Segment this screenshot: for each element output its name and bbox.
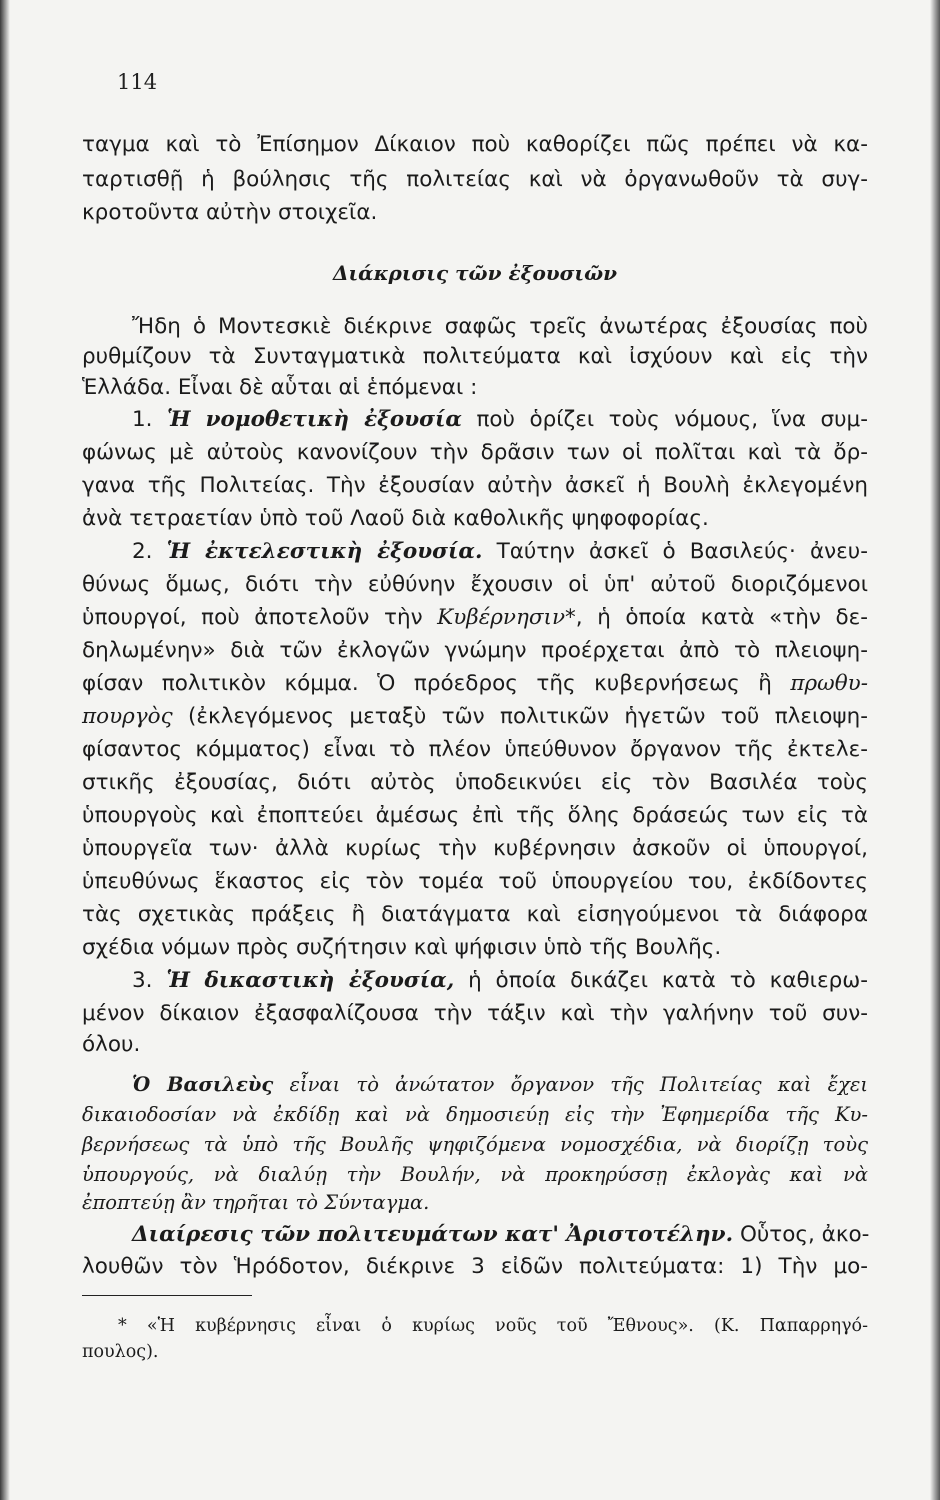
item3-line-1 <box>132 966 868 996</box>
item2-line5-before: φίσαν πολιτικὸν κόμμα. Ὁ πρόεδρος τῆς κυβερνήσεως ἢ <box>82 671 772 696</box>
item1-number: 1. <box>132 407 153 432</box>
section-heading: Διάκρισις τῶν ἐξουσιῶν <box>332 261 618 285</box>
item3-line-2: μένον δίκαιον ἐξασφαλίζουσα τὴν τάξιν καὶ τὴν γαλήνην τοῦ συν- <box>82 1001 868 1026</box>
aristotle-line-1 <box>132 1220 868 1250</box>
footnote-line-2: πουλος). <box>82 1342 159 1362</box>
item1-line-3: γανα τῆς Πολιτείας. Τὴν ἐξουσίαν αὐτὴν ἀσκεῖ ἡ Βουλὴ ἐκλεγομένη <box>82 473 868 498</box>
item2-line-5 <box>82 669 868 699</box>
item2-first-line-rest: Ταύτην ἀσκεῖ ὁ Βασιλεύς· ἀνευ- <box>496 539 869 564</box>
para1-line-1: Ἤδη ὁ Μοντεσκιὲ διέκρινε σαφῶς τρεῖς ἀνωτέρας ἐξουσίας ποὺ <box>132 314 868 339</box>
item1-line-2: φώνως μὲ αὐτοὺς κανονίζουν τὴν δρᾶσιν των οἱ πολῖται καὶ τὰ ὄρ- <box>82 440 868 465</box>
page-number: 114 <box>117 70 158 94</box>
item2-line3-before: ὑπουργοί, ποὺ ἀποτελοῦν τὴν <box>82 605 423 630</box>
item2-line-1 <box>132 537 868 567</box>
item2-line-11: ὑπευθύνως ἕκαστος εἰς τὸν τομέα τοῦ ὑπουργείου του, ἐκδίδοντες <box>82 869 868 894</box>
aristotle-line-2: λουθῶν τὸν Ἡρόδοτον, διέκρινε 3 εἰδῶν πολιτεύματα: 1) Τὴν μο- <box>82 1254 868 1279</box>
item2-line-12: τὰς σχετικὰς πράξεις ἢ διατάγματα καὶ εἰσηγούμενοι τὰ διάφορα <box>82 902 868 927</box>
item2-line-10: ὑπουργεῖα των· ἀλλὰ κυρίως τὴν κυβέρνησιν ἀσκοῦν οἱ ὑπουργοί, <box>82 836 868 861</box>
item3-term: Ἡ δικαστικὴ ἐξουσία, <box>166 968 455 993</box>
intro-line-1: ταγμα καὶ τὸ Ἐπίσημον Δίκαιον ποὺ καθορίζει πῶς πρέπει νὰ κα- <box>82 132 868 157</box>
footnote-rule <box>82 1295 252 1296</box>
king-line-1 <box>132 1070 868 1100</box>
king-term: Ὁ Βασιλεὺς <box>132 1073 274 1096</box>
item2-line-8: στικῆς ἐξουσίας, διότι αὐτὸς ὑποδεικνύει εἰς τὸν Βασιλέα τοὺς <box>82 770 868 795</box>
intro-line-3: κροτοῦντα αὐτὴν στοιχεῖα. <box>82 200 378 225</box>
item1-line-4: ἀνὰ τετραετίαν ὑπὸ τοῦ Λαοῦ διὰ καθολικῆς ψηφοφορίας. <box>82 506 709 531</box>
item2-line6-italic: πουργὸς <box>82 704 173 729</box>
item2-term: Ἡ ἐκτελεστικὴ ἐξουσία. <box>166 539 483 564</box>
item2-line-4: δηλωμένην» διὰ τῶν ἐκλογῶν γνώμην προέρχεται ἀπὸ τὸ πλειοψη- <box>82 638 868 663</box>
item2-line3-italic: Κυβέρνησιν <box>437 605 566 630</box>
king-line-2: δικαιοδοσίαν νὰ ἐκδίδῃ καὶ νὰ δημοσιεύῃ εἰς τὴν Ἐφημερίδα τῆς Κυ- <box>82 1103 868 1126</box>
item3-first-line-rest: ἡ ὁποία δικάζει κατὰ τὸ καθιερω- <box>468 968 868 993</box>
right-page-edge-shadow <box>930 0 940 1500</box>
item2-line-3 <box>82 603 868 633</box>
king-line-5: ἐποπτεύῃ ἂν τηρῆται τὸ Σύνταγμα. <box>82 1191 430 1214</box>
footnote-line-1: * «Ἡ κυβέρνησις εἶναι ὁ κυρίως νοῦς τοῦ Ἔθνους». (Κ. Παπαρρηγό- <box>118 1316 868 1336</box>
item1-line-1 <box>132 405 868 435</box>
item2-line3-after: *, ἡ ὁποία κατὰ «τὴν δε- <box>565 605 869 630</box>
king-line-3: βερνήσεως τὰ ὑπὸ τῆς Βουλῆς ψηφιζόμενα νομοσχέδια, νὰ διορίζῃ τοὺς <box>82 1133 868 1156</box>
item3-number: 3. <box>132 968 153 993</box>
para1-line-3: Ἑλλάδα. Εἶναι δὲ αὗται αἱ ἑπόμεναι : <box>82 375 478 400</box>
item3-line-3: όλου. <box>82 1032 141 1057</box>
item1-first-line-rest: ποὺ ὁρίζει τοὺς νόμους, ἵνα συμ- <box>476 407 868 432</box>
left-page-edge-shadow <box>0 0 10 1500</box>
item2-line-13: σχέδια νόμων πρὸς συζήτησιν καὶ ψήφισιν ὑπὸ τῆς Βουλῆς. <box>82 935 722 960</box>
king-line-4: ὑπουργούς, νὰ διαλύῃ τὴν Βουλήν, νὰ προκηρύσσῃ ἐκλογὰς καὶ νὰ <box>82 1163 868 1186</box>
aristotle-first-line-rest: Οὗτος, ἀκο- <box>739 1222 870 1247</box>
item1-term: Ἡ νομοθετικὴ ἐξουσία <box>166 407 462 432</box>
aristotle-term: Διαίρεσις τῶν πολιτευμάτων κατ' Ἀριστοτέλην. <box>132 1222 734 1247</box>
item2-number: 2. <box>132 539 153 564</box>
item2-line-2: θύνως ὅμως, διότι τὴν εὐθύνην ἔχουσιν οἱ ὑπ' αὐτοῦ διοριζόμενοι <box>82 572 868 597</box>
king-first-line-rest: εἶναι τὸ ἀνώτατον ὄργανον τῆς Πολιτείας καὶ ἔχει <box>289 1073 868 1096</box>
item2-line-9: ὑπουργοὺς καὶ ἐποπτεύει ἀμέσως ἐπὶ τῆς ὅλης δράσεώς των εἰς τὰ <box>82 803 868 828</box>
item2-line5-italic: πρωθυ- <box>790 671 868 696</box>
item2-line6-after: (ἐκλεγόμενος μεταξὺ τῶν πολιτικῶν ἡγετῶν τοῦ πλειοψη- <box>188 704 868 729</box>
item2-line-6 <box>82 702 868 732</box>
para1-line-2: ρυθμίζουν τὰ Συνταγματικὰ πολιτεύματα καὶ ἰσχύουν καὶ εἰς τὴν <box>82 344 868 369</box>
item2-line-7: φίσαντος κόμματος) εἶναι τὸ πλέον ὑπεύθυνον ὄργανον τῆς ἐκτελε- <box>82 737 868 762</box>
intro-line-2: ταρτισθῇ ἡ βούλησις τῆς πολιτείας καὶ νὰ ὀργανωθοῦν τὰ συγ- <box>82 167 868 192</box>
